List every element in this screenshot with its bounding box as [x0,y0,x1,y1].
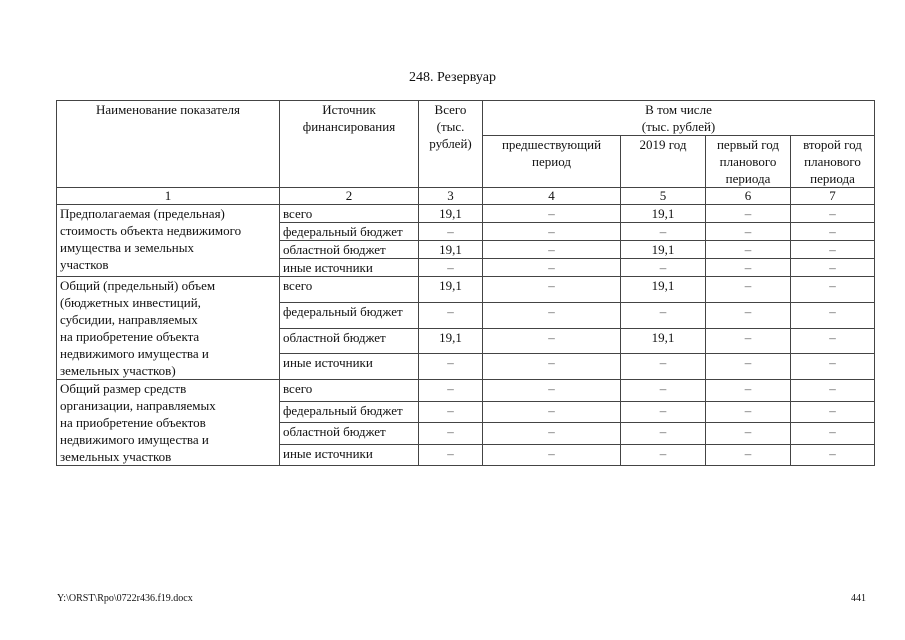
value-cell: – [419,223,483,241]
financing-table [56,100,875,466]
value-cell: – [706,302,791,328]
financing-source-cell: федеральный бюджет [280,401,419,423]
value-cell: – [791,401,875,423]
financing-source-cell: областной бюджет [280,423,419,445]
value-cell: – [621,423,706,445]
column-number: 1 [57,188,280,205]
indicator-name-cell [57,205,280,277]
table-row [57,205,875,223]
indicator-name-cell [57,380,280,466]
value-cell: – [706,205,791,223]
header-including-group: В том числе (тыс. рублей) [483,101,875,136]
value-cell: – [483,302,621,328]
value-cell: – [791,241,875,259]
column-number: 6 [706,188,791,205]
value-cell: – [419,302,483,328]
indicator-name-line: Общий (предельный) объем [60,278,216,293]
value-cell: – [706,259,791,277]
header-second-plan-year: второй год планового периода [791,136,875,188]
value-cell: – [483,328,621,354]
column-number: 3 [419,188,483,205]
column-number: 4 [483,188,621,205]
value-cell: 19,1 [419,241,483,259]
value-cell: – [706,423,791,445]
value-cell: – [483,423,621,445]
value-cell: – [621,380,706,402]
value-cell: – [706,444,791,466]
value-cell: – [706,223,791,241]
value-cell: – [419,444,483,466]
value-cell: – [483,380,621,402]
value-cell: – [419,259,483,277]
value-cell: – [483,205,621,223]
value-cell: 19,1 [621,205,706,223]
value-cell: 19,1 [621,328,706,354]
header-year-2019: 2019 год [621,136,706,188]
value-cell: – [621,302,706,328]
financing-source-cell: иные источники [280,444,419,466]
value-cell: – [706,328,791,354]
indicator-name-line: на приобретение объекта [60,329,200,344]
indicator-name-line: на приобретение объектов [60,415,206,430]
value-cell: – [791,205,875,223]
value-cell: – [483,241,621,259]
value-cell: – [621,444,706,466]
value-cell: – [791,380,875,402]
value-cell: – [706,354,791,380]
financing-source-cell: федеральный бюджет [280,223,419,241]
financing-source-cell: иные источники [280,354,419,380]
value-cell: – [419,380,483,402]
table-row [57,380,875,402]
financing-source-cell: всего [280,205,419,223]
value-cell: – [621,354,706,380]
table-title: 248. Резервуар [409,70,496,85]
value-cell: 19,1 [621,277,706,303]
indicator-name-line: земельных участков [60,449,172,464]
value-cell: – [483,223,621,241]
value-cell: – [419,401,483,423]
indicator-name-line: организации, направляемых [60,398,216,413]
financing-source-cell: областной бюджет [280,241,419,259]
column-number: 2 [280,188,419,205]
value-cell: – [791,328,875,354]
value-cell: – [791,302,875,328]
column-numbers-row [57,188,875,205]
value-cell: 19,1 [419,328,483,354]
header-first-plan-year: первый год планового периода [706,136,791,188]
value-cell: – [483,259,621,277]
financing-source-cell: всего [280,380,419,402]
value-cell: – [791,223,875,241]
header-total: Всего (тыс. рублей) [419,101,483,188]
value-cell: 19,1 [419,277,483,303]
value-cell: – [791,277,875,303]
indicator-name-line: недвижимого имущества и [60,432,209,447]
value-cell: – [483,444,621,466]
financing-source-cell: федеральный бюджет [280,302,419,328]
value-cell: – [483,354,621,380]
financing-source-cell: иные источники [280,259,419,277]
value-cell: – [621,223,706,241]
footer-page-number: 441 [851,593,866,604]
value-cell: – [706,277,791,303]
financing-source-cell: всего [280,277,419,303]
value-cell: – [791,354,875,380]
value-cell: 19,1 [621,241,706,259]
value-cell: – [706,380,791,402]
footer-file-path: Y:\ORST\Rpo\0722r436.f19.docx [57,593,193,604]
indicator-name-line: земельных участков) [60,363,176,378]
value-cell: – [419,423,483,445]
indicator-name-cell [57,277,280,380]
value-cell: – [483,401,621,423]
header-previous-period: предшествующий период [483,136,621,188]
value-cell: – [791,423,875,445]
value-cell: – [791,259,875,277]
header-financing-source: Источник финансирования [280,101,419,188]
indicator-name-line: субсидии, направляемых [60,312,198,327]
table-row [57,277,875,303]
column-number: 7 [791,188,875,205]
indicator-name-line: участков [60,257,109,272]
column-number: 5 [621,188,706,205]
value-cell: 19,1 [419,205,483,223]
value-cell: – [483,277,621,303]
financing-source-cell: областной бюджет [280,328,419,354]
value-cell: – [621,401,706,423]
indicator-name-line: стоимость объекта недвижимого [60,223,242,238]
value-cell: – [419,354,483,380]
indicator-name-line: (бюджетных инвестиций, [60,295,201,310]
header-indicator-name: Наименование показателя [57,101,280,188]
value-cell: – [706,401,791,423]
indicator-name-line: имущества и земельных [60,240,194,255]
indicator-name-line: Предполагаемая (предельная) [60,206,225,221]
indicator-name-line: Общий размер средств [60,381,187,396]
value-cell: – [621,259,706,277]
value-cell: – [706,241,791,259]
value-cell: – [791,444,875,466]
indicator-name-line: недвижимого имущества и [60,346,209,361]
